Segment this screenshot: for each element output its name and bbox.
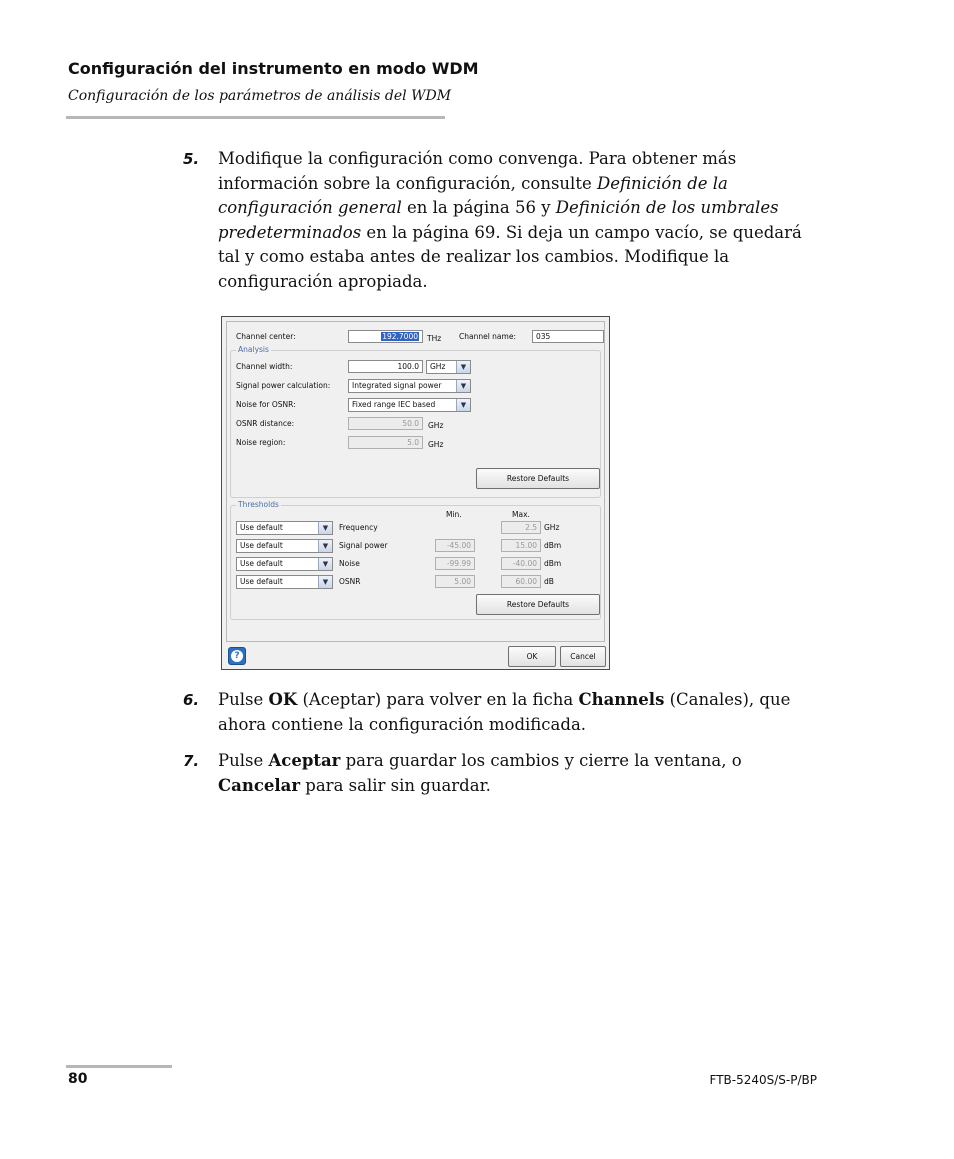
osnr-distance-unit: GHz xyxy=(428,421,444,430)
step-6 xyxy=(183,688,823,737)
noise-osnr-label: Noise for OSNR: xyxy=(236,400,296,409)
ui-term: OK xyxy=(268,690,298,709)
channel-center-input[interactable]: 192.7000 xyxy=(348,330,423,343)
thresholds-legend: Thresholds xyxy=(238,500,279,509)
step-text: Pulse xyxy=(218,690,269,709)
step-text: (Canales), que ahora contiene la configuración modificada. xyxy=(218,690,791,734)
threshold-mode-select[interactable]: Use default ▼ xyxy=(236,539,333,553)
dialog-content xyxy=(226,321,605,642)
noise-region-label: Noise region: xyxy=(236,438,286,447)
chevron-down-icon: ▼ xyxy=(318,576,332,588)
threshold-unit: GHz xyxy=(544,523,560,532)
footer-rule xyxy=(66,1065,172,1068)
threshold-min-input[interactable]: 5.00 xyxy=(435,575,475,588)
wdm-channel-settings-dialog xyxy=(221,316,610,670)
osnr-distance-label: OSNR distance: xyxy=(236,419,295,428)
thresholds-group xyxy=(230,500,601,620)
signal-power-label: Signal power calculation: xyxy=(236,381,331,390)
step-5 xyxy=(183,147,823,294)
threshold-max-input[interactable]: 60.00 xyxy=(501,575,541,588)
threshold-mode-select[interactable]: Use default ▼ xyxy=(236,575,333,589)
channel-width-input[interactable]: 100.0 xyxy=(348,360,423,373)
noise-region-input[interactable]: 5.0 xyxy=(348,436,423,449)
step-text: en la página 69. Si deja un campo vacío, se quedará tal y como estaba antes de realizar los cambios. Modifique la configuración apropiada. xyxy=(218,222,802,291)
step-text: Pulse xyxy=(218,751,269,770)
threshold-min-input[interactable]: -45.00 xyxy=(435,539,475,552)
step-text: para salir sin guardar. xyxy=(300,775,491,795)
step-text: (Aceptar) para volver en la ficha xyxy=(297,690,579,709)
osnr-distance-input[interactable]: 50.0 xyxy=(348,417,423,430)
chevron-down-icon: ▼ xyxy=(318,522,332,534)
threshold-max-input[interactable]: 2.5 xyxy=(501,521,541,534)
step-text: Modifique la configuración como convenga. Para obtener más información sobre la configuración, consulte xyxy=(218,149,737,193)
page-header-subtitle: Configuración de los parámetros de análisis del WDM xyxy=(68,88,452,104)
ui-term: Channels xyxy=(578,690,665,709)
threshold-name: Noise xyxy=(339,559,360,568)
ui-term: Cancelar xyxy=(218,775,301,795)
threshold-unit: dBm xyxy=(544,541,562,550)
channel-center-unit: THz xyxy=(427,334,442,343)
max-column-header: Max. xyxy=(512,510,530,519)
header-rule xyxy=(66,116,445,119)
analysis-restore-defaults-button[interactable]: Restore Defaults xyxy=(476,468,600,489)
threshold-name: OSNR xyxy=(339,577,361,586)
cross-reference: Definición de los umbrales predeterminados xyxy=(218,198,779,242)
threshold-unit: dB xyxy=(544,577,554,586)
threshold-name: Frequency xyxy=(339,523,378,532)
signal-power-select[interactable]: Integrated signal power ▼ xyxy=(348,379,471,393)
step-7 xyxy=(183,749,823,798)
channel-width-unit-select[interactable]: GHz ▼ xyxy=(426,360,471,374)
threshold-mode-select[interactable]: Use default ▼ xyxy=(236,557,333,571)
thresholds-restore-defaults-button[interactable]: Restore Defaults xyxy=(476,594,600,615)
ok-button[interactable]: OK xyxy=(508,646,556,667)
min-column-header: Min. xyxy=(446,510,462,519)
step-text: en la página 56 y xyxy=(401,198,556,217)
chevron-down-icon: ▼ xyxy=(318,540,332,552)
chevron-down-icon: ▼ xyxy=(456,361,470,373)
noise-osnr-select[interactable]: Fixed range IEC based ▼ xyxy=(348,398,471,412)
page-header-title: Configuración del instrumento en modo WDM xyxy=(68,59,479,78)
page-number: 80 xyxy=(68,1071,88,1087)
chevron-down-icon: ▼ xyxy=(456,399,470,411)
analysis-group xyxy=(230,345,601,498)
step-number: 7. xyxy=(183,752,200,770)
channel-center-label: Channel center: xyxy=(236,332,296,341)
threshold-name: Signal power xyxy=(339,541,388,550)
channel-width-label: Channel width: xyxy=(236,362,293,371)
product-name: FTB-5240S/S-P/BP xyxy=(709,1073,817,1087)
threshold-max-input[interactable]: 15.00 xyxy=(501,539,541,552)
chevron-down-icon: ▼ xyxy=(318,558,332,570)
question-mark-icon: ? xyxy=(231,650,243,662)
noise-region-unit: GHz xyxy=(428,440,444,449)
step-number: 6. xyxy=(183,691,200,709)
ui-term: Aceptar xyxy=(268,751,341,770)
cross-reference: Definición de la configuración general xyxy=(218,173,728,217)
step-number: 5. xyxy=(183,150,200,168)
threshold-min-input[interactable]: -99.99 xyxy=(435,557,475,570)
cancel-button[interactable]: Cancel xyxy=(560,646,606,667)
channel-name-label: Channel name: xyxy=(459,332,516,341)
threshold-unit: dBm xyxy=(544,559,562,568)
chevron-down-icon: ▼ xyxy=(456,380,470,392)
threshold-mode-select[interactable]: Use default ▼ xyxy=(236,521,333,535)
threshold-max-input[interactable]: -40.00 xyxy=(501,557,541,570)
step-text: para guardar los cambios y cierre la ventana, o xyxy=(340,751,742,770)
channel-name-input[interactable]: 035 xyxy=(532,330,604,343)
help-button[interactable] xyxy=(228,647,246,665)
analysis-legend: Analysis xyxy=(238,345,269,354)
